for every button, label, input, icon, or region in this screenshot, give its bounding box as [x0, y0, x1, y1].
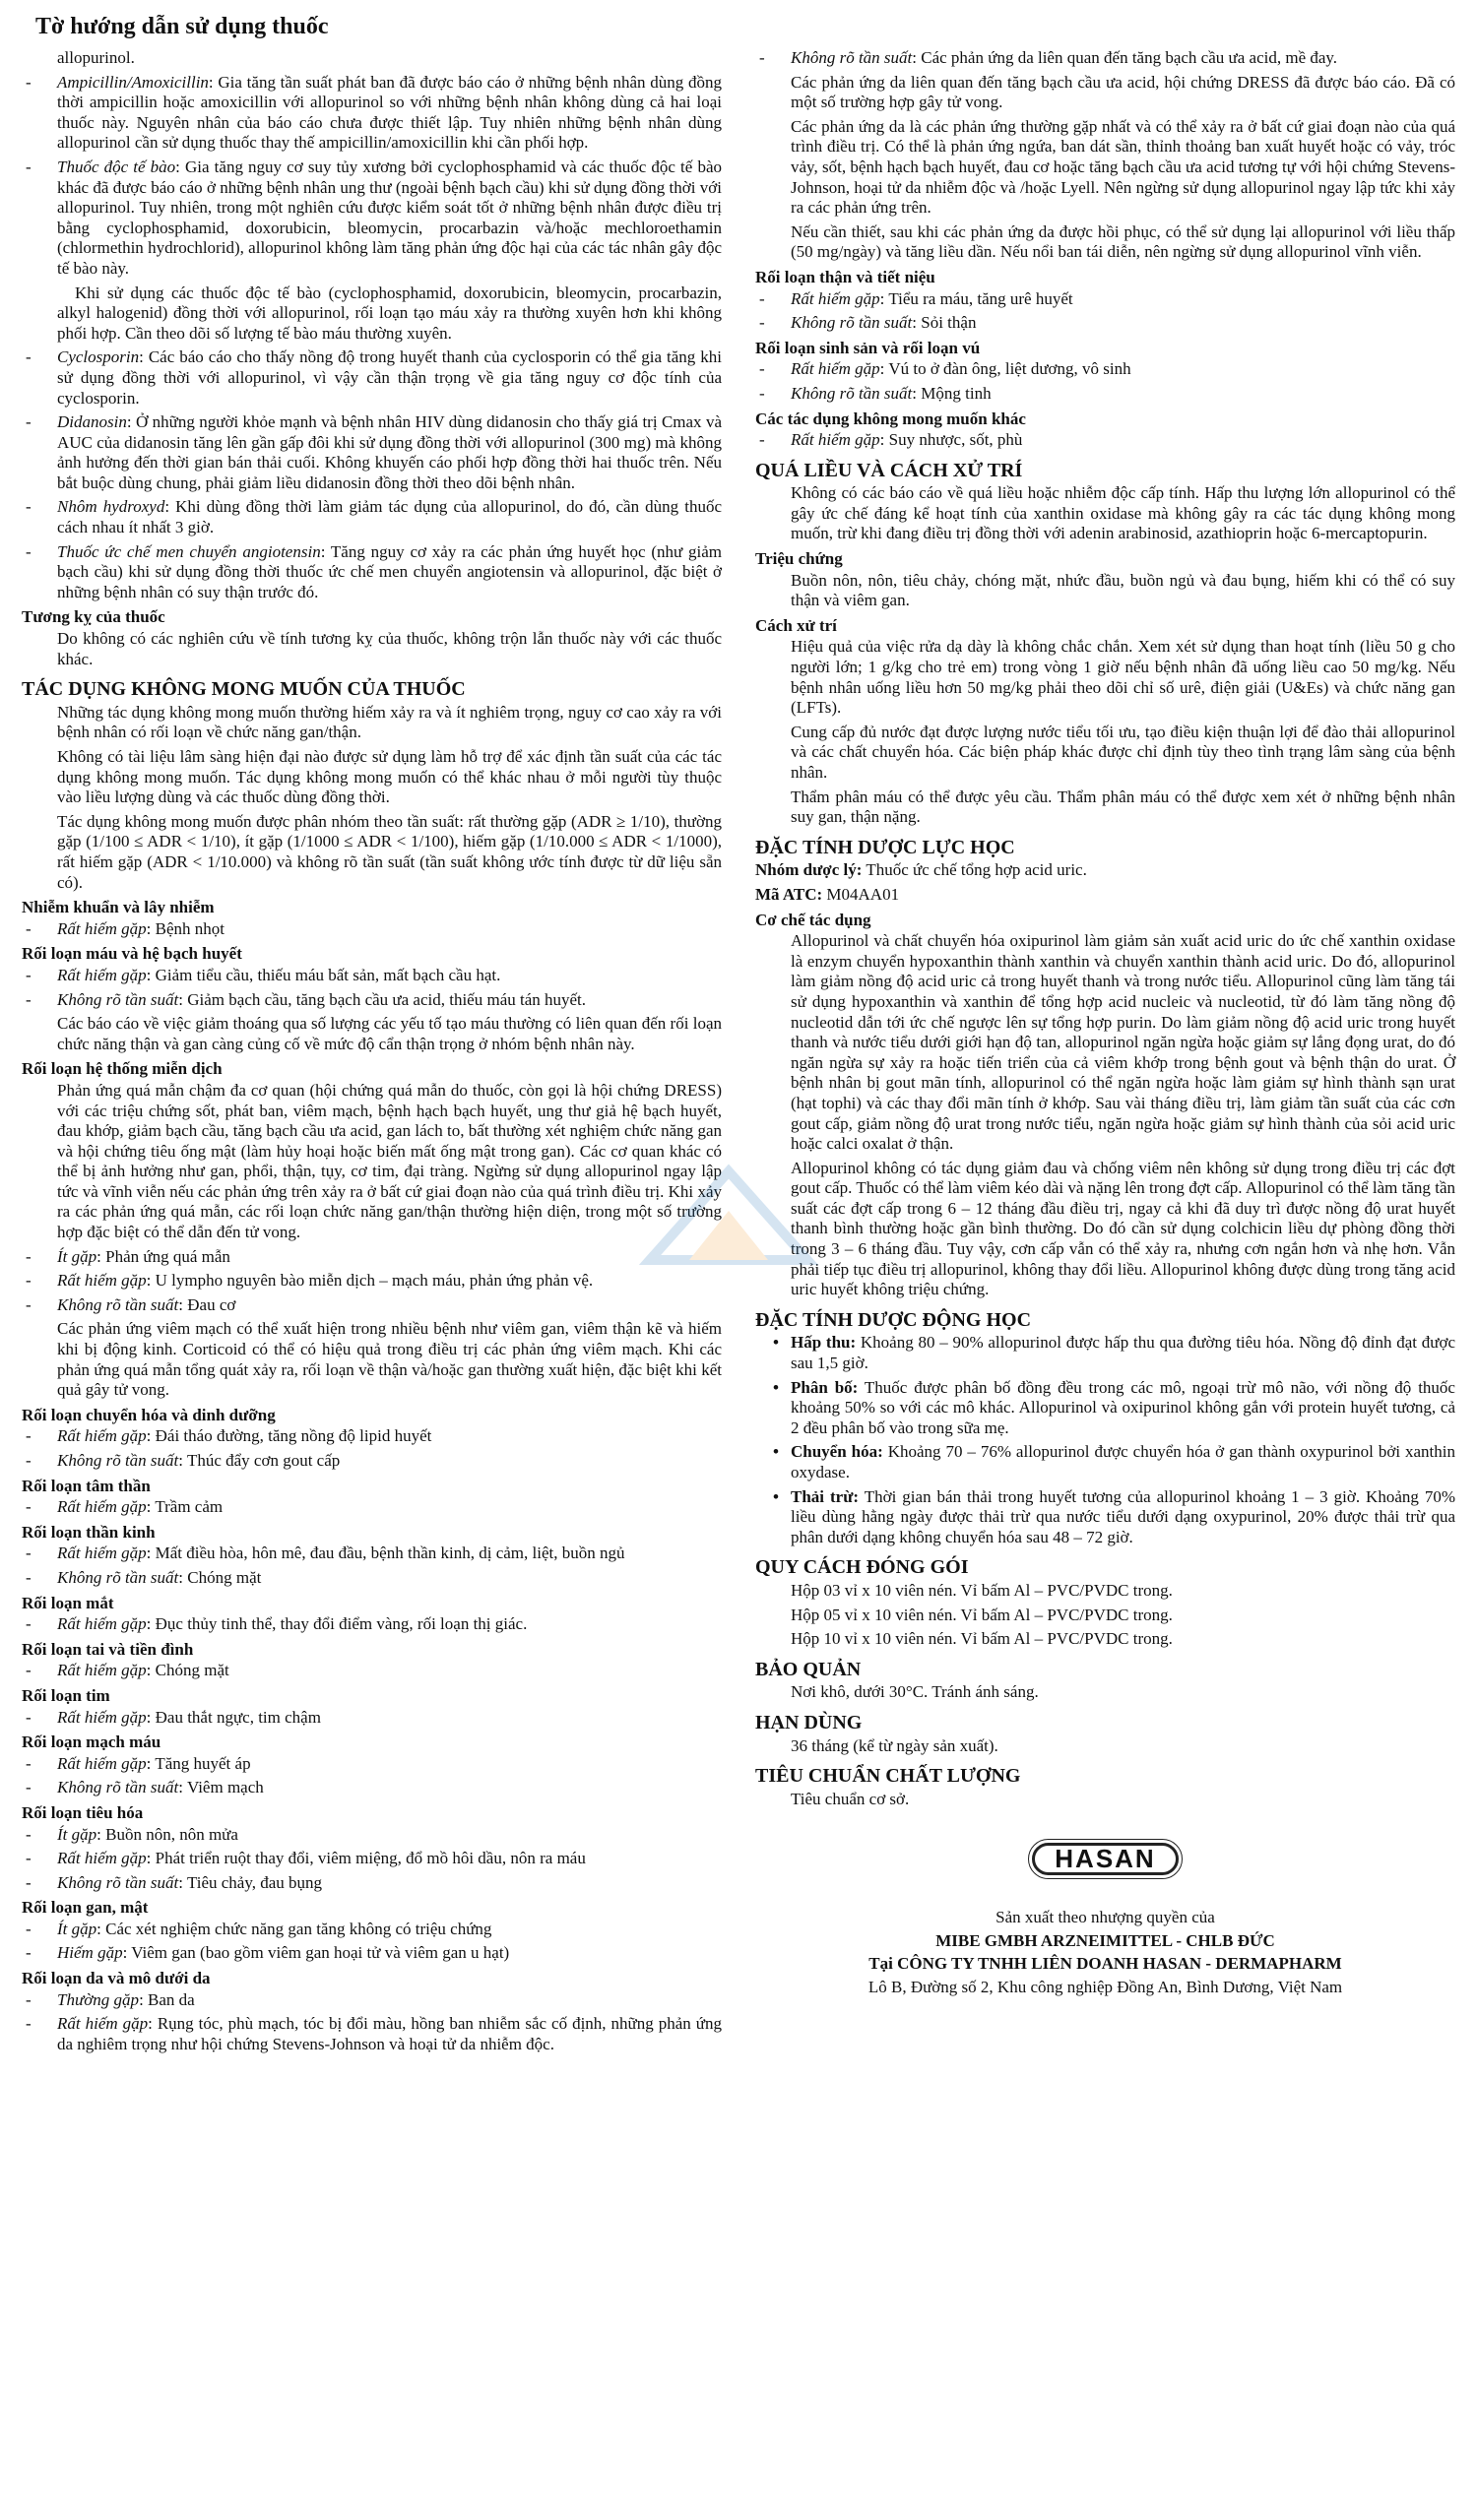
group-heading: Rối loạn gan, mật — [22, 1898, 149, 1918]
group-heading: Rối loạn thận và tiết niệu — [755, 267, 935, 286]
adr-item: - Ít gặp: Buồn nôn, nôn mửa — [22, 1825, 722, 1846]
mechanism-heading: Cơ chế tác dụng — [755, 910, 871, 929]
group-heading: Rối loạn da và mô dưới da — [22, 1969, 211, 1988]
adr-item: - Ít gặp: Phản ứng quá mẫn — [22, 1247, 722, 1268]
adverse-effects-intro: Những tác dụng không mong muốn thường hiếm xảy ra và ít nghiêm trọng, nguy cơ cao xảy ra với bệnh nhân có rối loạn về chức năng gan/thận. — [57, 702, 722, 742]
shelf-life-heading: HẠN DÙNG — [755, 1711, 863, 1733]
adr-item: - Không rõ tần suất: Chóng mặt — [22, 1568, 722, 1589]
overdose-heading: QUÁ LIỀU VÀ CÁCH XỬ TRÍ — [755, 459, 1023, 481]
adr-item: - Không rõ tần suất: Sỏi thận — [755, 313, 1455, 334]
adverse-effects-frequency-note: Không có tài liệu lâm sàng hiện đại nào được sử dụng làm hỗ trợ để xác định tần suất của các tác dụng không mong muốn. Tác dụng không mong muốn có thể khác nhau ở mỗi người tùy thuộc vào liều lượng dùng và các thuốc dùng đồng thời. — [57, 747, 722, 807]
pk-item: • Phân bố: Thuốc được phân bố đồng đều trong các mô, ngoại trừ mô não, với nồng độ thuốc khoảng 50% so với các mô khác. Allopurinol và oxipurinol không gắn với protein huyết tương, cả 2 đều phân bố vào trong sữa mẹ. — [755, 1378, 1455, 1439]
treatment-text: Thẩm phân máu có thể được yêu cầu. Thẩm phân máu có thể được xem xét ở những bệnh nhân suy gan, thận nặng. — [791, 787, 1455, 827]
packaging-line: Hộp 03 vỉ x 10 viên nén. Vỉ bấm Al – PVC/PVDC trong. — [791, 1580, 1173, 1600]
skin-paragraph: Nếu cần thiết, sau khi các phản ứng da được hồi phục, có thể sử dụng lại allopurinol với liều thấp (50 mg/ngày) và tăng liều dần. Nếu nổi ban tái diễn, nên ngừng sử dụng allopurinol vĩnh viễn. — [791, 221, 1455, 262]
interaction-item: - Thuốc độc tế bào: Gia tăng nguy cơ suy tủy xương bởi cyclophosphamid và các thuốc độc tế bào khác đã được báo cáo ở những bệnh nhân ung thư (ngoài bệnh bạch cầu) khi sử dụng đồng thời với allopurinol. Tuy nhiên, trong một nghiên cứu được kiểm soát tốt ở những bệnh nhân được điều trị bằng cyclophosphamid, doxorubicin, bleomycin, procarbazin và/hoặc mechloroethamin (chlormethin hydrochlorid), allopurinol không làm tăng phản ứng độc hại của các tác nhân gây độc tế bào này. — [22, 158, 722, 280]
adr-item: - Rất hiếm gặp: Đau thắt ngực, tim chậm — [22, 1708, 722, 1729]
interaction-item: - Thuốc ức chế men chuyển angiotensin: Tăng nguy cơ xảy ra các phản ứng huyết học (như giảm bạch cầu) khi sử dụng đồng thời thuốc ức chế men chuyển angiotensin và allopurinol, đặc biệt ở những bệnh nhân có suy thận trước đó. — [22, 542, 722, 603]
adr-item: - Không rõ tần suất: Các phản ứng da liên quan đến tăng bạch cầu ưa acid, mề đay. — [755, 48, 1455, 69]
adr-item: - Rất hiếm gặp: Tăng huyết áp — [22, 1754, 722, 1775]
group-heading: Rối loạn thần kinh — [22, 1522, 156, 1542]
interaction-item: - Cyclosporin: Các báo cáo cho thấy nồng độ trong huyết thanh của cyclosporin có thể gia tăng khi sử dụng đồng thời với allopurinol, vì vậy cần thận trọng về gia tăng nguy cơ độc tính của cyclosporin. — [22, 347, 722, 409]
treatment-text: Hiệu quả của việc rửa dạ dày là không chắc chắn. Xem xét sử dụng than hoạt tính (liều 50 g cho người lớn; 1 g/kg cho trẻ em) trong vòng 1 giờ nếu bệnh nhân đã uống liều cao 50 mg/kg. Nếu bệnh nhân uống liều hơn 50 mg/kg phải theo dõi chỉ số urê, điện giải (U&Es) và chức năng gan (LFTs). — [791, 637, 1455, 718]
adr-item: - Không rõ tần suất: Thúc đẩy cơn gout cấp — [22, 1451, 722, 1472]
continuation-text: allopurinol. — [57, 48, 135, 67]
pk-item: • Hấp thu: Khoảng 80 – 90% allopurinol được hấp thu qua đường tiêu hóa. Nồng độ đỉnh đạt được sau 1,5 giờ. — [755, 1333, 1455, 1373]
group-heading: Rối loạn tiêu hóa — [22, 1802, 144, 1822]
adr-item: - Rất hiếm gặp: Trầm cảm — [22, 1497, 722, 1518]
symptoms-text: Buồn nôn, nôn, tiêu chảy, chóng mặt, nhức đầu, buồn ngủ và đau bụng, hiếm khi có thể có suy thận và viêm gan. — [791, 570, 1455, 610]
left-column — [22, 48, 722, 2058]
quality-standard-heading: TIÊU CHUẨN CHẤT LƯỢNG — [755, 1765, 1021, 1788]
adr-item: - Rất hiếm gặp: Mất điều hòa, hôn mê, đau đầu, bệnh thần kinh, dị cảm, liệt, buồn ngủ — [22, 1544, 722, 1564]
adr-item: - Không rõ tần suất: Viêm mạch — [22, 1778, 722, 1798]
document-title: Tờ hướng dẫn sử dụng thuốc — [35, 14, 329, 39]
skin-paragraph: Các phản ứng da liên quan đến tăng bạch cầu ưa acid, hội chứng DRESS đã được báo cáo. Đã có một số trường hợp gây tử vong. — [791, 72, 1455, 112]
footer-manufacturer: Tại CÔNG TY TNHH LIÊN DOANH HASAN - DERMAPHARM — [868, 1954, 1342, 1974]
adr-item: - Hiếm gặp: Viêm gan (bao gồm viêm gan hoại tử và viêm gan u hạt) — [22, 1943, 722, 1964]
adr-item: - Rất hiếm gặp: Tiểu ra máu, tăng urê huyết — [755, 289, 1455, 310]
mechanism-text: Allopurinol và chất chuyển hóa oxipurinol làm giảm sản xuất acid uric do ức chế xanthin oxidase là enzym chuyển hypoxanthin thành xanthin và chuyển xanthin thành acid uric. Do đó, allopurinol làm giảm nồng độ acid uric cả trong huyết thanh và trong nước tiểu. Allopurinol cũng làm tăng tái sử dụng hypoxanthin và xanthin để tổng hợp acid nucleic và nucleotid, từ đó làm tăng nồng độ nucleotid dẫn tới ức chế ngược lên sự tổng hợp purin. Do làm giảm nồng độ acid uric trong huyết thanh và nước tiểu dưới giới hạn độ tan, allopurinol ngăn ngừa hoặc giảm sự lắng đọng urat, do đó ngăn ngừa sự xảy ra hoặc tiến triển của cả viêm khớp trong bệnh gout và bệnh thận do urat. Ở bệnh nhân bị gout mãn tính, allopurinol có thể ngăn ngừa hoặc làm giảm sự hình thành sạn urat (hạt tophi) và các thay đổi mãn tính ở khớp. Sau vài tháng điều trị, làm giảm tần suất của các cơn gout cấp, giảm nồng độ urat trong nước tiểu, ngăn ngừa hoặc giảm sự hình thành của sỏi acid uric hoặc calci oxalat ở thận. — [791, 931, 1455, 1154]
adverse-effects-heading: TÁC DỤNG KHÔNG MONG MUỐN CỦA THUỐC — [22, 678, 466, 701]
adr-item: - Rất hiếm gặp: Vú to ở đàn ông, liệt dương, vô sinh — [755, 359, 1455, 380]
adr-item: - Rất hiếm gặp: Rụng tóc, phù mạch, tóc bị đổi màu, hồng ban nhiễm sắc cố định, những phản ứng da nghiêm trọng như hội chứng Stevens-Johnson và hoại tử da nhiễm độc. — [22, 2014, 722, 2054]
hasan-logo: HASAN — [1028, 1839, 1182, 1879]
pharmacodynamics-heading: ĐẶC TÍNH DƯỢC LỰC HỌC — [755, 836, 1015, 858]
incompatibility-heading: Tương kỵ của thuốc — [22, 607, 165, 627]
shelf-life-text: 36 tháng (kể từ ngày sản xuất). — [791, 1735, 998, 1755]
quality-standard-text: Tiêu chuẩn cơ sở. — [791, 1789, 910, 1808]
adr-item: - Không rõ tần suất: Mộng tinh — [755, 384, 1455, 405]
group-heading: Rối loạn mắt — [22, 1593, 114, 1612]
packaging-line: Hộp 05 vỉ x 10 viên nén. Vỉ bấm Al – PVC/PVDC trong. — [791, 1605, 1173, 1624]
adr-groups-left — [22, 1406, 722, 2055]
pharmacologic-group: Nhóm dược lý: Thuốc ức chế tổng hợp acid uric. — [755, 860, 1087, 880]
mechanism-text: Allopurinol không có tác dụng giảm đau và chống viêm nên không sử dụng trong điều trị các đợt gout cấp. Thuốc có thể làm viêm kéo dài và nặng lên trong đợt cấp. Allopurinol có thể làm tăng tần suất các đợt cấp trong 6 – 12 tháng đầu điều trị, ngay cả khi đã duy trì được nồng độ urat huyết thanh bình thường hoặc gần bình thường. Do đó cần sử dụng colchicin liều dự phòng đồng thời trong 3 – 6 tháng đầu. Tuy vậy, cơn cấp vẫn có thể xảy ra, nhưng cơn ngắn hơn và nhẹ hơn. Vẫn phải tiếp tục điều trị allopurinol, không thay đổi liều. Allopurinol không được dùng trong tăng acid uric huyết không triệu chứng. — [791, 1158, 1455, 1299]
adr-item: - Không rõ tần suất: Đau cơ — [22, 1295, 722, 1316]
adverse-effects-classification: Tác dụng không mong muốn được phân nhóm theo tần suất: rất thường gặp (ADR ≥ 1/10), thường gặp (1/100 ≤ ADR < 1/10), ít gặp (1/1000 ≤ ADR < 1/100), hiếm gặp (1/10.000 ≤ ADR < 1/1000), rất hiếm gặp (ADR < 1/10.000) và không rõ tần suất (tần suất không ước tính được từ dữ liệu sẵn có). — [57, 811, 722, 892]
adr-item: - Rất hiếm gặp: Chóng mặt — [22, 1661, 722, 1681]
symptoms-heading: Triệu chứng — [755, 549, 843, 569]
storage-text: Nơi khô, dưới 30°C. Tránh ánh sáng. — [791, 1682, 1039, 1702]
immune-note: Các phản ứng viêm mạch có thể xuất hiện trong nhiều bệnh như viêm gan, viêm thận kẽ và hiếm khi bị động kinh. Corticoid có thể có hiệu quả trong điều trị các phản ứng viêm mạch. Khi các phản ứng quá mẫn tổng quát xảy ra, rối loạn về thận và/hoặc gan thường xuất hiện, đặc biệt khi kết quả gây tử vong. — [57, 1319, 722, 1400]
adr-item: - Ít gặp: Các xét nghiệm chức năng gan tăng không có triệu chứng — [22, 1920, 722, 1940]
immune-paragraph: Phản ứng quá mẫn chậm đa cơ quan (hội chứng quá mẫn do thuốc, còn gọi là hội chứng DRESS) với các triệu chứng sốt, phát ban, viêm mạch, bệnh hạch bạch huyết, ung thư giả hệ bạch huyết, đau khớp, giảm bạch cầu, tăng bạch cầu ưa acid, gan lách to, bất thường xét nghiệm chức năng gan và hội chứng tiêu ống mật (làm hủy hoại hoặc biến mất ống mật trong gan). Các cơ quan khác có thể bị ảnh hưởng như gan, phổi, thận, tụy, cơ tim, đại tràng. Ngừng sử dụng allopurinol ngay lập tức và vĩnh viễn nếu các phản ứng trên xảy ra ở bất cứ giai đoạn nào của quá trình điều trị. Khi xảy ra các phản ứng quá mẫn, các rối loạn chức năng gan/thận thường hiện diện, trong một số trường hợp đặc biệt có thể dẫn đến tử vong. — [57, 1080, 722, 1242]
group-heading: Rối loạn mạch máu — [22, 1732, 161, 1752]
incompatibility-text: Do không có các nghiên cứu về tính tương kỵ của thuốc, không trộn lẫn thuốc này với các thuốc khác. — [57, 629, 722, 668]
adr-item: - Rất hiếm gặp: Giảm tiểu cầu, thiếu máu bất sản, mất bạch cầu hạt. — [22, 966, 722, 986]
interaction-item: - Ampicillin/Amoxicillin: Gia tăng tần suất phát ban đã được báo cáo ở những bệnh nhân dùng đồng thời ampicillin hoặc amoxicillin với allopurinol so với những bệnh nhân không dùng cả hai loại thuốc này. Nguyên nhân của báo cáo chưa được thiết lập. Tuy nhiên những bệnh nhân dùng allopurinol cần sử dụng thuốc thay thế ampicillin/amoxicillin khi cần phối hợp. — [22, 73, 722, 154]
adr-item: - Rất hiếm gặp: Suy nhược, sốt, phù — [755, 430, 1455, 451]
group-heading: Nhiễm khuẩn và lây nhiễm — [22, 898, 215, 917]
group-heading: Rối loạn máu và hệ bạch huyết — [22, 944, 242, 964]
interaction-item: - Nhôm hydroxyd: Khi dùng đồng thời làm giảm tác dụng của allopurinol, do đó, cần dùng thuốc cách nhau ít nhất 3 giờ. — [22, 497, 722, 537]
adr-item: - Không rõ tần suất: Giảm bạch cầu, tăng bạch cầu ưa acid, thiếu máu tán huyết. — [22, 990, 722, 1011]
group-heading: Rối loạn tâm thần — [22, 1476, 151, 1495]
blood-note: Các báo cáo về việc giảm thoáng qua số lượng các yếu tố tạo máu thường có liên quan đến rối loạn chức năng thận và gan càng củng cố về mức độ cẩn thận trọng ở nhóm bệnh nhân này. — [57, 1014, 722, 1053]
group-heading: Rối loạn hệ thống miễn dịch — [22, 1059, 223, 1079]
overdose-text: Không có các báo cáo về quá liều hoặc nhiễm độc cấp tính. Hấp thu lượng lớn allopurinol có thể gây ức chế đáng kể hoạt tính của xanthin oxidase mà không gây ra các tác dụng không mong muốn, trừ khi đang điều trị đồng thời với adenin arabinosid, azathioprin hoặc 6-mercaptopurin. — [791, 483, 1455, 543]
pk-item: • Chuyển hóa: Khoảng 70 – 76% allopurinol được chuyển hóa ở gan thành oxypurinol bởi xanthin oxydase. — [755, 1442, 1455, 1482]
storage-heading: BẢO QUẢN — [755, 1658, 862, 1680]
adr-item: - Rất hiếm gặp: Bệnh nhọt — [22, 919, 722, 940]
adr-item: - Rất hiếm gặp: U lympho nguyên bào miễn dịch – mạch máu, phản ứng phản vệ. — [22, 1271, 722, 1292]
group-heading: Rối loạn tai và tiền đình — [22, 1639, 194, 1659]
adr-item: - Rất hiếm gặp: Đái tháo đường, tăng nồng độ lipid huyết — [22, 1426, 722, 1447]
watermark-icon — [630, 1152, 827, 1280]
right-column — [755, 48, 1455, 2058]
packaging-heading: QUY CÁCH ĐÓNG GÓI — [755, 1556, 969, 1579]
adr-item: - Không rõ tần suất: Tiêu chảy, đau bụng — [22, 1873, 722, 1894]
adr-item: - Rất hiếm gặp: Phát triển ruột thay đổi, viêm miệng, đổ mồ hôi dầu, nôn ra máu — [22, 1849, 722, 1869]
packaging-line: Hộp 10 vỉ x 10 viên nén. Vỉ bấm Al – PVC/PVDC trong. — [791, 1629, 1173, 1649]
footer-address: Lô B, Đường số 2, Khu công nghiệp Đồng An, Bình Dương, Việt Nam — [867, 1977, 1343, 1996]
pharmacokinetics-heading: ĐẶC TÍNH DƯỢC ĐỘNG HỌC — [755, 1308, 1032, 1331]
footer-license-line: Sản xuất theo nhượng quyền của — [995, 1907, 1215, 1926]
group-heading: Rối loạn chuyển hóa và dinh dưỡng — [22, 1405, 276, 1424]
treatment-text: Cung cấp đủ nước đạt được lượng nước tiểu tối ưu, tạo điều kiện thuận lợi để đào thải allopurinol và các chất chuyển hóa. Các biện pháp khác được chỉ định tùy theo tình trạng lâm sàng của bệnh nhân. — [791, 722, 1455, 782]
footer-licensor: MIBE GMBH ARZNEIMITTEL - CHLB ĐỨC — [935, 1930, 1275, 1950]
adr-item: - Thường gặp: Ban da — [22, 1990, 722, 2011]
pk-item: • Thải trừ: Thời gian bán thải trong huyết tương của allopurinol khoảng 1 – 3 giờ. Khoảng 70% liều dùng hằng ngày được thải trừ qua nước tiểu dưới dạng oxypurinol, 20% được thải trừ qua phân dưới dạng không chuyển hóa sau 48 – 72 giờ. — [755, 1487, 1455, 1548]
atc-code: Mã ATC: M04AA01 — [755, 884, 900, 904]
adr-item: - Rất hiếm gặp: Đục thủy tinh thể, thay đổi điểm vàng, rối loạn thị giác. — [22, 1614, 722, 1635]
manufacturer-footer — [755, 1839, 1455, 1997]
adr-groups-right — [755, 268, 1455, 451]
interaction-item: - Didanosin: Ở những người khỏe mạnh và bệnh nhân HIV dùng didanosin cho thấy giá trị Cmax và AUC của didanosin tăng lên gần gấp đôi khi sử dụng đồng thời với allopurinol (300 mg) mà không ảnh hưởng đến thời gian bán thải cuối. Không khuyến cáo phối hợp đồng thời hai thuốc trên. Nếu bắt buộc dùng chung, phải giảm liều didanosin đồng thời theo dõi bệnh nhân. — [22, 412, 722, 493]
group-heading: Các tác dụng không mong muốn khác — [755, 409, 1026, 428]
group-heading: Rối loạn sinh sản và rối loạn vú — [755, 338, 981, 357]
skin-paragraph: Các phản ứng da là các phản ứng thường gặp nhất và có thể xảy ra ở bất cứ giai đoạn nào của quá trình điều trị. Có thể là phản ứng ngứa, ban dát sần, thỉnh thoảng ban xuất huyết hoặc có vảy, tróc vảy, sốt, bệnh hạch bạch huyết, đau cơ hoặc tăng bạch cầu ưa acid tương tự với hội chứng Stevens-Johnson, hoại tử da nhiễm độc và /hoặc Lyell. Nên ngừng sử dụng allopurinol ngay lập tức khi xảy ra các phản ứng trên. — [791, 116, 1455, 218]
group-heading: Rối loạn tim — [22, 1685, 110, 1705]
treatment-heading: Cách xử trí — [755, 615, 837, 635]
cytotoxic-note: Khi sử dụng các thuốc độc tế bào (cyclophosphamid, doxorubicin, bleomycin, procarbazin, alkyl halogenid) đồng thời với allopurinol, rối loạn tạo máu xảy ra thường xuyên hơn khi không phối hợp. Cần theo dõi số lượng tế bào máu thường xuyên. — [57, 283, 722, 343]
